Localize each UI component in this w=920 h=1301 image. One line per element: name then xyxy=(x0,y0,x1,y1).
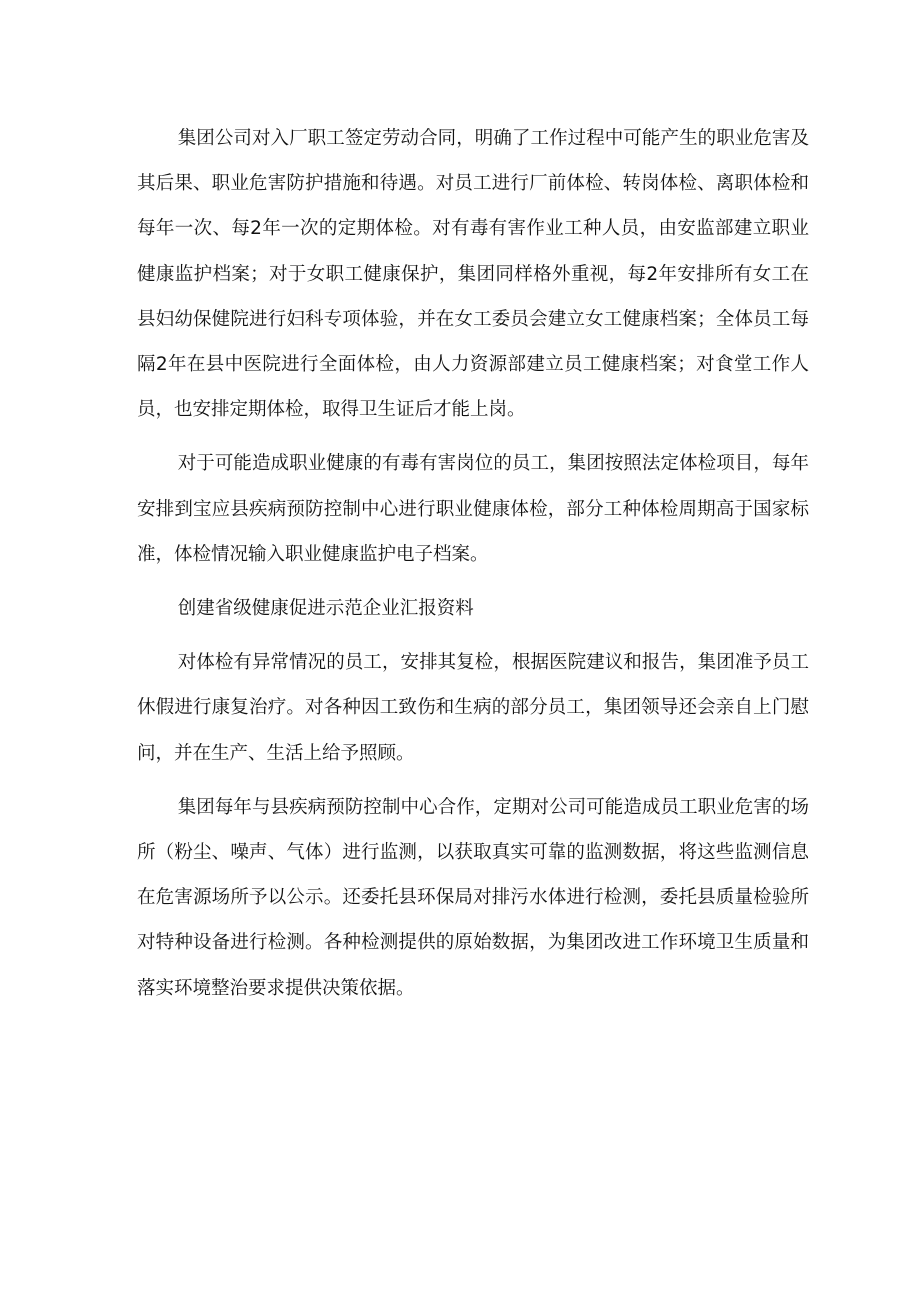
paragraph-workplace-monitoring: 集团每年与县疾病预防控制中心合作，定期对公司可能造成员工职业危害的场所（粉尘、噪声、气体）进行监测，以获取真实可靠的监测数据，将这些监测信息在危害源场所予以公示。还委托县环保局对排污水体进行检测，委托县质量检验所对特种设备进行检测。各种检测提供的原始数据，为集团改进工作环境卫生质量和落实环境整治要求提供决策依据。 xyxy=(137,796,809,999)
paragraph-contract-health-checks: 集团公司对入厂职工签定劳动合同，明确了工作过程中可能产生的职业危害及其后果、职业危害防护措施和待遇。对员工进行厂前体检、转岗体检、离职体检和每年一次、每2年一次的定期体检。对有毒有害作业工种人员，由安监部建立职业健康监护档案；对于女职工健康保护，集团同样格外重视，每2年安排所有女工在县妇幼保健院进行妇科专项体验，并在女工委员会建立女工健康档案；全体员工每隔2年在县中医院进行全面体检，由人力资源部建立员工健康档案；对食堂工作人员，也安排定期体检，取得卫生证后才能上岗。 xyxy=(137,128,809,421)
section-heading: 创建省级健康促进示范企业汇报资料 xyxy=(177,598,474,620)
document-body xyxy=(137,116,809,1020)
paragraph-toxic-post-exams: 对于可能造成职业健康的有毒有害岗位的员工，集团按照法定体检项目，每年安排到宝应县疾病预防控制中心进行职业健康体检，部分工种体检周期高于国家标准，体检情况输入职业健康监护电子档案。 xyxy=(137,453,809,565)
paragraph-abnormal-recheck: 对体检有异常情况的员工，安排其复检，根据医院建议和报告，集团准予员工休假进行康复治疗。对各种因工致伤和生病的部分员工，集团领导还会亲自上门慰问，并在生产、生活上给予照顾。 xyxy=(137,652,809,764)
